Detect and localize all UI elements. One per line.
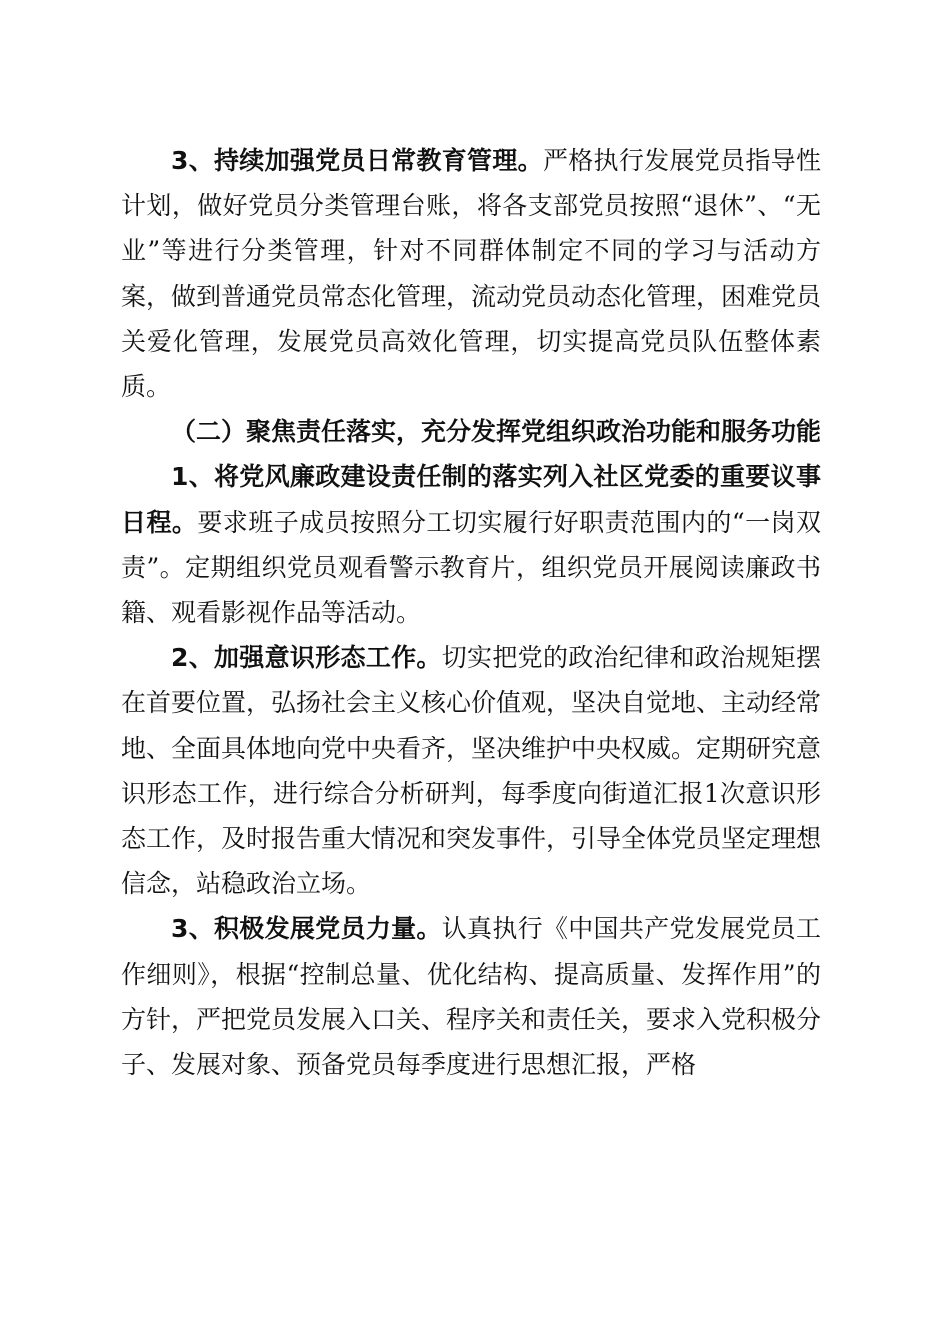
paragraph-anti-corruption <box>121 454 821 635</box>
section-heading: （二）聚焦责任落实，充分发挥党组织政治功能和服务功能 <box>171 417 822 447</box>
paragraph-ideology-work <box>121 635 821 906</box>
paragraph-member-development <box>121 906 821 1087</box>
paragraph-lead: 3、持续加强党员日常教育管理。 <box>171 146 543 175</box>
paragraph-text: 切实把党的政治纪律和政治规矩摆在首要位置，弘扬社会主义核心价值观，坚决自觉地、主动经常地、全面具体地向党中央看齐，坚决维护中央权威。定期研究意识形态工作，进行综合分析研判，每季度向街道汇报1次意识形态工作，及时报告重大情况和突发事件，引导全体党员坚定理想信念，站稳政治立场。 <box>121 643 822 899</box>
paragraph-lead: 3、积极发展党员力量。 <box>171 914 442 944</box>
paragraph-text: 要求班子成员按照分工切实履行好职责范围内的“一岗双责”。定期组织党员观看警示教育片，组织党员开展阅读廉政书籍、观看影视作品等活动。 <box>121 507 821 628</box>
paragraph-text: 严格执行发展党员指导性计划，做好党员分类管理台账，将各支部党员按照“退休”、“无业”等进行分类管理，针对不同群体制定不同的学习与活动方案，做到普通党员常态化管理，流动党员动态化管理，困难党员关爱化管理，发展党员高效化管理，切实提高党员队伍整体素质。 <box>121 146 822 402</box>
document-body <box>121 138 821 1087</box>
paragraph-lead: 2、加强意识形态工作。 <box>171 643 442 673</box>
paragraph-party-member-education <box>121 138 821 409</box>
paragraph-text: 认真执行《中国共产党发展党员工作细则》，根据“控制总量、优化结构、提高质量、发挥作用”的方针，严把党员发展入口关、程序关和责任关，要求入党积极分子、发展对象、预备党员每季度进行思想汇报，严格 <box>121 914 822 1080</box>
paragraph-lead: 1、将党风廉政建设责任制的落实列入社区党委的重要议事日程。 <box>121 462 821 537</box>
